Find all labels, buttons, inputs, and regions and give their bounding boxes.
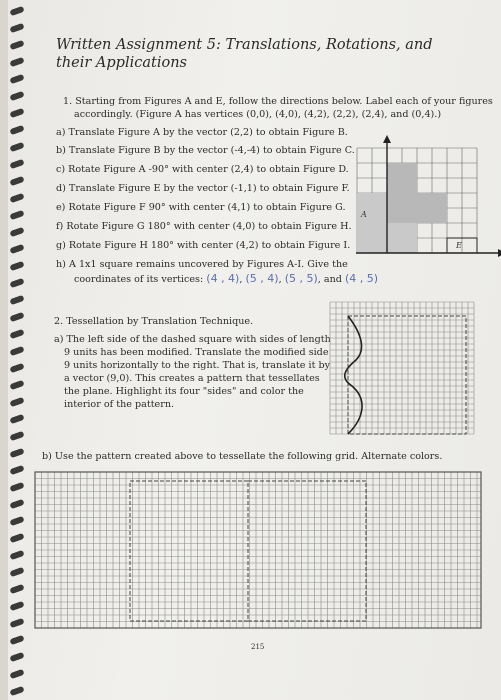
spiral-ring <box>9 57 24 67</box>
spiral-ring <box>9 295 24 305</box>
q2-a-line6: interior of the pattern. <box>64 399 175 410</box>
figure-e-label: E <box>456 241 462 250</box>
spiral-ring <box>9 414 24 424</box>
spiral-ring <box>9 261 24 271</box>
answer-sep-1: , <box>239 274 243 285</box>
page-title: Written Assignment 5: Translations, Rotations, and their Applications <box>56 37 433 71</box>
spiral-ring <box>9 584 24 594</box>
q1-intro-line1: 1. Starting from Figures A and E, follow the directions below. Label each of your figures <box>63 96 493 107</box>
spiral-ring <box>9 635 24 645</box>
large-tessellation-grid <box>34 471 482 629</box>
q1-item-h: h) A 1x1 square remains uncovered by Figures A-I. Give the <box>56 259 348 270</box>
spiral-ring <box>9 533 24 543</box>
spiral-ring <box>9 329 24 339</box>
spiral-ring <box>9 244 24 254</box>
spiral-ring <box>9 380 24 390</box>
q1-h-answer-line <box>74 273 378 287</box>
spiral-ring <box>9 278 24 288</box>
spiral-ring <box>9 6 24 16</box>
q2-a-line2: 9 units has been modified. Translate the modified side <box>64 347 329 358</box>
q1-intro-line2: accordingly. (Figure A has vertices (0,0), (4,0), (4,2), (2,2), (2,4), and (0,4).) <box>74 109 442 120</box>
answer-vertex-1: (4 , 4) <box>206 272 240 285</box>
spiral-ring <box>9 669 24 679</box>
spiral-ring <box>9 40 24 50</box>
shaded-figure-b-base <box>387 193 447 223</box>
spiral-ring <box>9 397 24 407</box>
q2-b-line: b) Use the pattern created above to tessellate the following grid. Alternate colors. <box>42 451 443 462</box>
answer-and: , and <box>317 274 342 285</box>
spiral-ring <box>9 74 24 84</box>
q2-a-line5: the plane. Highlight its four "sides" and color the <box>64 386 304 397</box>
q1-item-f: f) Rotate Figure G 180° with center (4,0) to obtain Figure H. <box>56 221 352 232</box>
spiral-ring <box>9 499 24 509</box>
spiral-ring <box>9 601 24 611</box>
answer-vertex-4: (4 , 5) <box>344 272 379 285</box>
q2-a-line1: a) The left side of the dashed square with sides of length <box>54 334 331 345</box>
q2-a-line4: a vector (9,0). This creates a pattern that tessellates <box>64 373 320 384</box>
spiral-ring <box>9 193 24 203</box>
coordinate-grid <box>356 135 501 260</box>
spiral-ring <box>9 176 24 186</box>
spiral-ring <box>9 431 24 441</box>
answer-vertex-2: (5 , 4) <box>245 272 279 285</box>
y-axis-arrow <box>383 135 391 143</box>
dashed-square-2 <box>248 481 366 621</box>
q1-item-b: b) Translate Figure B by the vector (-4,-4) to obtain Figure C. <box>56 145 355 156</box>
q2-heading: 2. Tessellation by Translation Technique. <box>54 316 254 327</box>
spiral-ring <box>9 210 24 220</box>
spiral-binding <box>8 0 30 700</box>
q1-item-c: c) Rotate Figure A -90° with center (2,4) to obtain Figure D. <box>56 164 349 175</box>
spiral-ring <box>9 227 24 237</box>
spiral-ring <box>9 567 24 577</box>
spiral-ring <box>9 312 24 322</box>
spiral-ring <box>9 686 24 696</box>
spiral-ring <box>9 448 24 458</box>
spiral-ring <box>9 516 24 526</box>
answer-vertex-3: (5 , 5) <box>284 272 318 285</box>
q1-item-a: a) Translate Figure A by the vector (2,2) to obtain Figure B. <box>56 127 348 138</box>
q1-item-d: d) Translate Figure E by the vector (-1,1) to obtain Figure F. <box>56 183 350 194</box>
q1-h-line2: coordinates of its vertices: <box>74 274 204 285</box>
q2-a-line3: 9 units horizontally to the right. That is, translate it by <box>64 360 331 371</box>
page-number: 215 <box>251 643 265 651</box>
spiral-ring <box>9 108 24 118</box>
spiral-ring <box>9 91 24 101</box>
spiral-ring <box>9 550 24 560</box>
spiral-ring <box>9 159 24 169</box>
spiral-ring <box>9 125 24 135</box>
spiral-ring <box>9 465 24 475</box>
spiral-ring <box>9 346 24 356</box>
spiral-ring <box>9 23 24 33</box>
worksheet-page <box>8 0 501 700</box>
spiral-ring <box>9 618 24 628</box>
spiral-ring <box>9 142 24 152</box>
figure-a-label: A <box>361 210 367 219</box>
spiral-ring <box>9 363 24 373</box>
spiral-ring <box>9 652 24 662</box>
q1-item-g: g) Rotate Figure H 180° with center (4,2) to obtain Figure I. <box>56 240 351 251</box>
q1-item-e: e) Rotate Figure F 90° with center (4,1) to obtain Figure G. <box>56 202 346 213</box>
answer-sep-2: , <box>278 274 282 285</box>
spiral-ring <box>9 482 24 492</box>
tessellation-grid <box>326 298 478 438</box>
